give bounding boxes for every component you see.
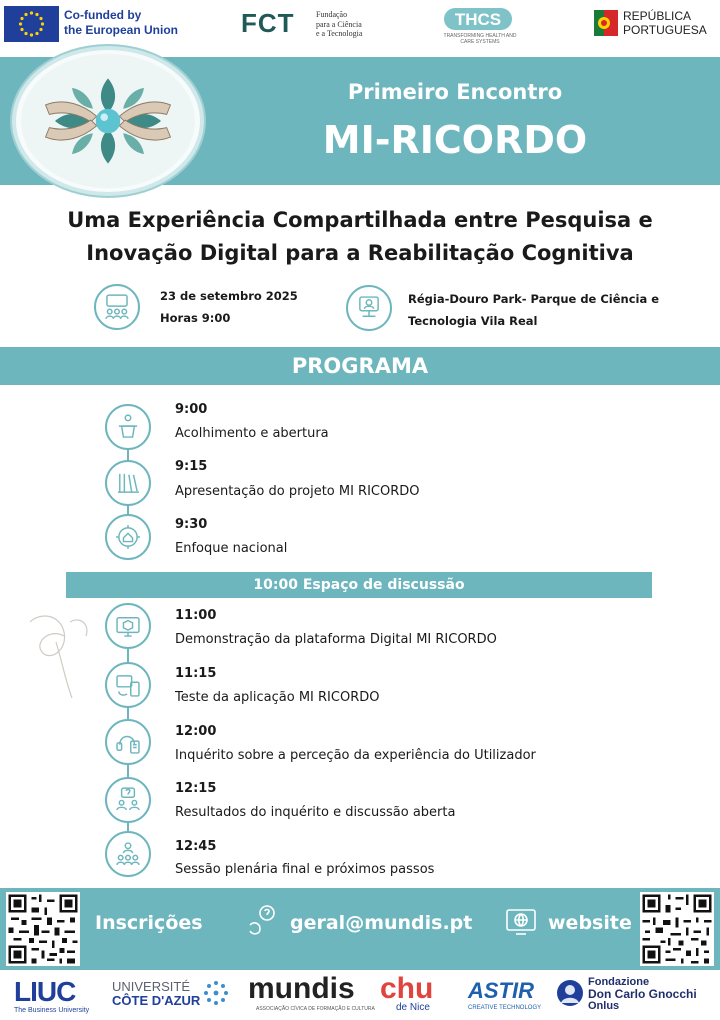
fdg-line-1: Fondazione: [588, 976, 650, 988]
liuc-subtext: The Business University: [14, 1007, 90, 1014]
program-time: 9:15: [175, 459, 208, 474]
program-label: Acolhimento e abertura: [175, 426, 329, 441]
rp-line-2: PORTUGUESA: [623, 23, 707, 37]
program-label: Resultados do inquérito e discussão aberta: [175, 805, 456, 820]
plenary-icon: [105, 831, 151, 877]
program-label: Enfoque nacional: [175, 541, 288, 556]
program-label: Teste da aplicação MI RICORDO: [175, 690, 380, 705]
program-label: Apresentação do projeto MI RICORDO: [175, 484, 420, 499]
fct-sub-3: e a Tecnologia: [316, 29, 363, 38]
astir-logo: ASTIR: [468, 978, 534, 1003]
program-label: Demonstração da plataforma Digital MI RICORDO: [175, 632, 497, 647]
devices-icon: [105, 662, 151, 708]
program-label: Inquérito sobre a perceção da experiência do Utilizador: [175, 748, 536, 763]
program-time: 12:00: [175, 724, 217, 739]
thcs-subtext: TRANSFORMING HEALTH AND CARE SYSTEMS: [443, 33, 517, 45]
fdg-line-2: Don Carlo Gnocchi: [588, 987, 697, 1001]
header-title: MI-RICORDO: [322, 118, 588, 162]
mundis-logo: mundis: [248, 972, 355, 1005]
discussion-icon: [105, 777, 151, 823]
fct-logo: FCT: [241, 8, 295, 38]
uca-dots-icon: [203, 980, 229, 1006]
monitor-cube-icon: [105, 603, 151, 649]
website-link[interactable]: website: [548, 912, 632, 934]
fondazione-logo: [588, 976, 697, 1012]
discussion-break-band: 10:00 Espaço de discussão: [66, 572, 652, 598]
event-time: Horas 9:00: [160, 311, 231, 325]
eu-cofunded-text: [64, 8, 178, 38]
mundis-subtext: ASSOCIAÇÃO CÍVICA DE FORMAÇÃO E CULTURA: [256, 1006, 375, 1012]
event-headline: [20, 204, 700, 270]
program-label: Sessão plenária final e próximos passos: [175, 862, 435, 877]
headline-line-1: Uma Experiência Compartilhada entre Pesquisa e: [67, 208, 653, 232]
program-time: 12:15: [175, 781, 217, 796]
uca-logo: [112, 980, 200, 1008]
project-logo-icon: [12, 46, 204, 196]
chu-logo: chu: [380, 972, 434, 1005]
target-home-icon: [105, 514, 151, 560]
event-venue: [408, 288, 659, 332]
program-time: 9:30: [175, 517, 208, 532]
presenter-icon: [346, 285, 392, 331]
decorative-sketch-icon: [20, 602, 100, 702]
qr-code-inscricoes-icon[interactable]: [6, 892, 80, 966]
fdg-line-3: Onlus: [588, 1000, 620, 1012]
inscricoes-label: Inscrições: [95, 912, 203, 934]
website-icon: [502, 903, 540, 941]
program-time: 9:00: [175, 402, 208, 417]
program-time: 12:45: [175, 839, 217, 854]
eu-line-1: Co-funded by: [64, 8, 142, 22]
republica-emblem-icon: [594, 8, 618, 40]
program-heading: PROGRAMA: [0, 347, 720, 385]
fct-sub-1: Fundação: [316, 10, 348, 19]
uca-line-1: UNIVERSITÉ: [112, 979, 191, 994]
fct-sub-2: para a Ciência: [316, 19, 362, 29]
eu-flag-icon: [4, 6, 59, 42]
thcs-logo-text: THCS: [454, 10, 502, 29]
astir-subtext: CREATIVE TECHNOLOGY: [468, 1005, 542, 1011]
contact-icon: [242, 903, 280, 941]
program-time: 11:15: [175, 666, 217, 681]
books-icon: [105, 460, 151, 506]
partner-logos: [0, 972, 720, 1020]
survey-icon: [105, 719, 151, 765]
fondazione-portrait-icon: [556, 978, 584, 1008]
uca-line-2: CÔTE D'AZUR: [112, 993, 201, 1008]
liuc-logo: LIUC: [14, 976, 76, 1007]
audience-icon: [94, 284, 140, 330]
header-subtitle: Primeiro Encontro: [347, 80, 563, 104]
venue-line-2: Tecnologia Vila Real: [408, 314, 538, 328]
fct-subtext: [316, 10, 362, 39]
venue-line-1: Régia-Douro Park- Parque de Ciência e: [408, 292, 660, 306]
event-datetime: [160, 285, 298, 329]
thcs-logo: [442, 6, 514, 32]
republica-text: [623, 9, 707, 37]
headline-line-2: Inovação Digital para a Reabilitação Cognitiva: [86, 241, 634, 265]
event-date: 23 de setembro 2025: [160, 289, 298, 303]
chu-subtext: de Nice: [396, 1002, 430, 1013]
email-link[interactable]: geral@mundis.pt: [290, 912, 473, 934]
rp-line-1: REPÚBLICA: [623, 9, 692, 23]
podium-icon: [105, 404, 151, 450]
eu-line-2: the European Union: [64, 23, 178, 37]
program-time: 11:00: [175, 608, 217, 623]
qr-code-website-icon[interactable]: [640, 892, 714, 966]
